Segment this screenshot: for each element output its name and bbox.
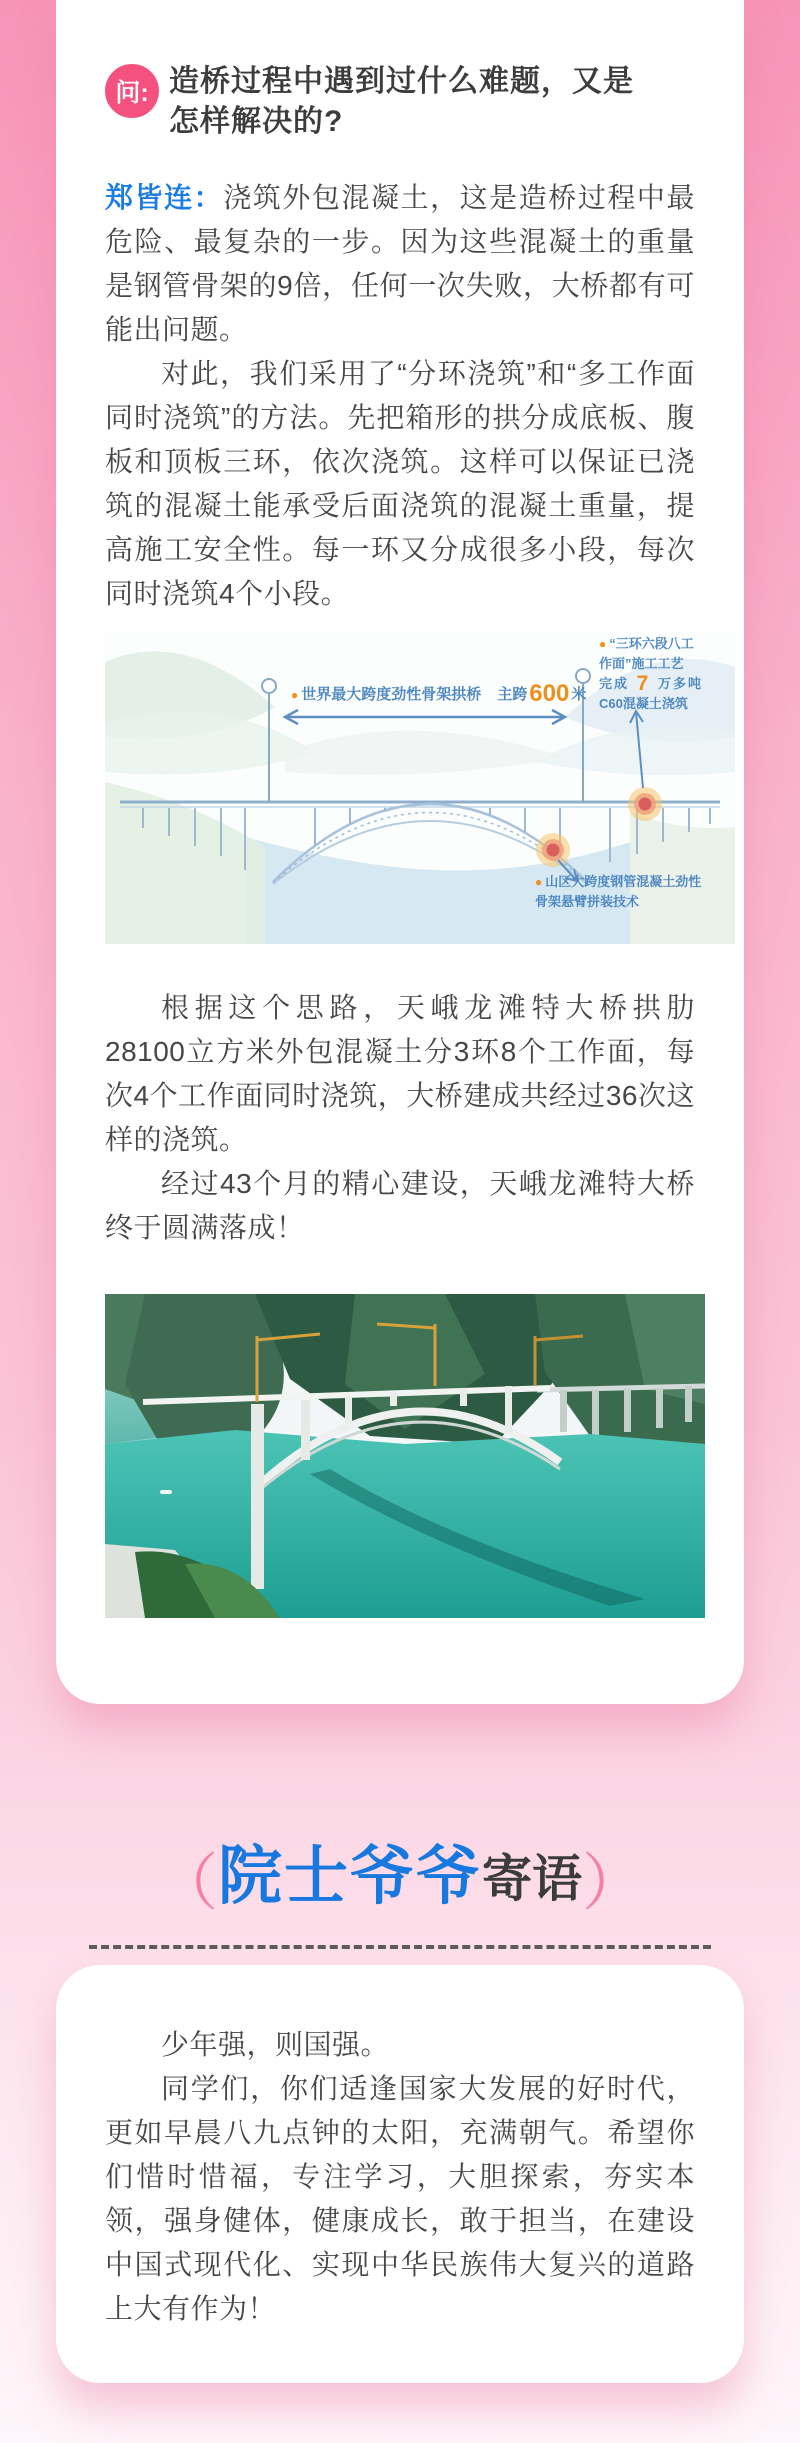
process-line1: [599, 634, 719, 654]
process-line1-text: “三环六段八工: [609, 636, 694, 651]
technique-line1-text: 山区大跨度钢管混凝土劲性: [545, 874, 702, 889]
answer-paragraph-4: 经过43个月的精心建设，天峨龙滩特大桥终于圆满落成！: [105, 1168, 695, 1243]
question-header: [105, 62, 695, 142]
process-value: 7: [636, 672, 651, 695]
message-title: [0, 1840, 800, 1918]
question-badge: 问:: [105, 64, 159, 118]
bullet-icon: ●: [599, 637, 607, 651]
answer-text-1: 浇筑外包混凝土，这是造桥过程中最危险、最复杂的一步。因为这些混凝土的重量是钢管骨架的9倍，任何一次失败，大桥都有可能出问题。: [105, 182, 695, 345]
paren-open: （: [155, 1849, 218, 1918]
span-unit: 米: [571, 686, 587, 703]
diagram-technique-label: [535, 872, 725, 911]
bridge-photo: [105, 1294, 705, 1618]
technique-line1: [535, 872, 725, 892]
bullet-icon: ●: [535, 875, 543, 889]
question-title-line2: 怎样解决的?: [169, 105, 344, 138]
question-title-line1: 造桥过程中遇到过什么难题，又是: [169, 65, 634, 98]
message-paragraph-2: 同学们，你们适逢国家大发展的好时代，更如早晨八九点钟的太阳，充满朝气。希望你们惜时惜福，专注学习，大胆探索，夯实本领，强身健体，健康成长，敢于担当，在建设中国式现代化、实现中华民族伟大复兴的道路上大有作为！: [105, 2073, 695, 2324]
span-label-text: 世界最大跨度劲性骨架拱桥: [301, 686, 482, 703]
technique-line2: 骨架悬臂拼装技术: [535, 894, 640, 909]
answer-paragraph-3: 根据这个思路，天峨龙滩特大桥拱肋28100立方米外包混凝土分3环8个工作面，每次4个工作面同时浇筑，大桥建成共经过36次这样的浇筑。: [105, 992, 695, 1155]
speaker-name: 郑皆连：: [105, 182, 224, 213]
span-label-mid: 主跨: [497, 686, 528, 703]
process-line3: [599, 673, 719, 694]
paren-close: ）: [582, 1849, 645, 1918]
message-title-strong: 院士爷爷: [218, 1840, 482, 1912]
process-line3-post: 万多吨: [657, 676, 703, 691]
article-card: [56, 0, 744, 1704]
bridge-diagram: [105, 632, 735, 944]
message-card: [56, 1965, 744, 2383]
process-line2: 作面”施工工艺: [599, 656, 684, 671]
process-line3-pre: 完成: [599, 676, 630, 691]
message-title-rest: 寄语: [482, 1851, 582, 1907]
dashed-divider: [89, 1945, 711, 1949]
bullet-icon: ●: [291, 688, 299, 702]
diagram-process-label: [599, 634, 719, 713]
answer-paragraph-2: 对此，我们采用了“分环浇筑”和“多工作面同时浇筑”的方法。先把箱形的拱分成底板、腹板和顶板三环，依次浇筑。这样可以保证已浇筑的混凝土能承受后面浇筑的混凝土重量，提高施工安全性。每一环又分成很多小段，每次同时浇筑4个小段。: [105, 358, 695, 609]
message-paragraph-1: 少年强，则国强。: [161, 2029, 390, 2060]
answer-paragraph-1: [105, 176, 695, 352]
process-line4: C60混凝土浇筑: [599, 696, 688, 711]
diagram-span-label: [291, 682, 586, 706]
span-value: 600: [529, 680, 570, 707]
question-title: [169, 62, 634, 142]
